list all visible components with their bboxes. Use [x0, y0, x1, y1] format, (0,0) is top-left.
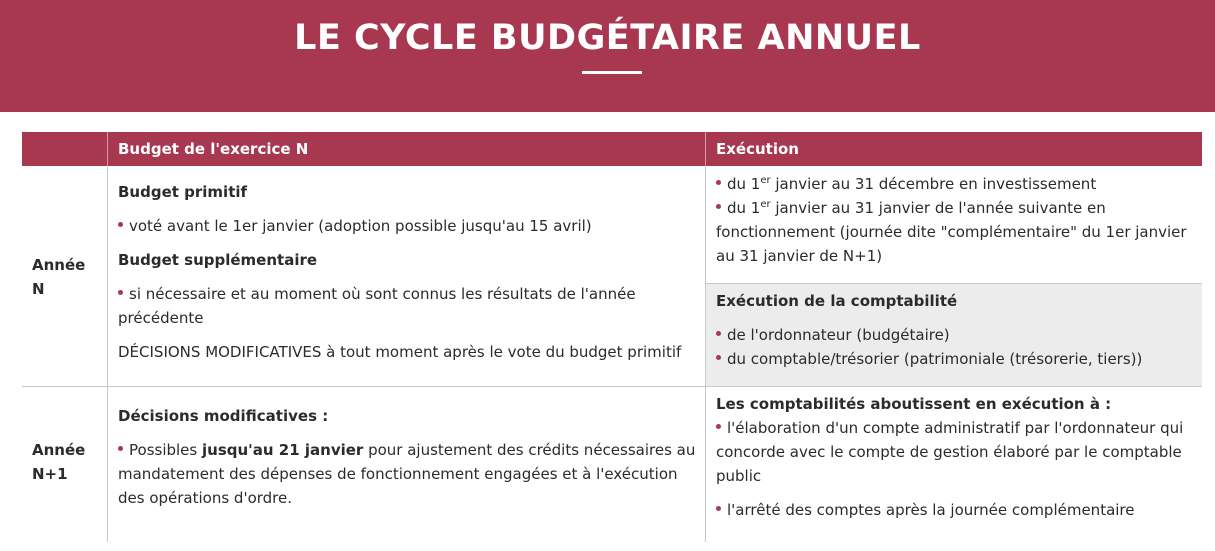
execution-item-investissement: du 1er janvier au 31 décembre en investissement	[716, 172, 1187, 196]
bullet-icon	[716, 355, 721, 360]
decisions-modificatives-title: Décisions modificatives :	[118, 407, 329, 425]
bullet-icon	[118, 446, 123, 451]
bullet-icon	[716, 506, 721, 511]
budget-supplementaire-title: Budget supplémentaire	[118, 251, 318, 269]
budget-supplementaire-item: si nécessaire et au moment où sont connus les résultats de l'année précédente	[118, 285, 636, 327]
year-n-label-line2: N	[32, 280, 45, 298]
year-n1-label	[32, 438, 85, 486]
decisions-modificatives-item: Possibles jusqu'au 21 janvier pour ajustement des crédits nécessaires au mandatement des dépenses de fonctionnement engagées et à l'exécution des opérations d'ordre.	[118, 441, 696, 507]
budget-primitif-item: voté avant le 1er janvier (adoption possible jusqu'au 15 avril)	[118, 214, 592, 238]
execution-comptabilite-items	[716, 323, 1142, 371]
budget-primitif-title: Budget primitif	[118, 183, 248, 201]
execution-periods: du 1er janvier au 31 décembre en investissement du 1er janvier au 31 janvier de l'année suivante en fonctionnement (journée dite "complémentaire" du 1er janvier au 31 janvier de N+1)	[716, 172, 1187, 268]
execution-item-fonctionnement: du 1er janvier au 31 janvier de l'année suivante en	[716, 196, 1187, 220]
title-underline	[582, 71, 642, 74]
budget-cycle-table	[22, 132, 1202, 542]
bullet-icon	[118, 222, 123, 227]
header-budget: Budget de l'exercice N	[107, 132, 705, 166]
header-year	[22, 132, 107, 166]
year-n1-label-line2: N+1	[32, 465, 68, 483]
compte-administratif-item: l'élaboration d'un compte administratif par l'ordonnateur qui concorde avec le compte de gestion élaboré par le comptable public	[716, 419, 1184, 485]
year-n-label-line1: Année	[32, 256, 86, 274]
bullet-icon	[716, 204, 721, 209]
list-item: du comptable/trésorier (patrimoniale (trésorerie, tiers))	[716, 347, 1142, 371]
row-divider	[22, 386, 1202, 387]
bullet-icon	[716, 331, 721, 336]
column-divider-1	[107, 166, 108, 542]
bullet-icon	[716, 180, 721, 185]
year-n-label	[32, 253, 85, 301]
year-n1-label-line1: Année	[32, 441, 86, 459]
comptabilites-aboutissent-title: Les comptabilités aboutissent en exécution à :	[716, 395, 1112, 413]
title-banner	[0, 0, 1215, 112]
table-header	[22, 132, 1202, 166]
decisions-modificatives-text: DÉCISIONS MODIFICATIVES à tout moment après le vote du budget primitif	[118, 343, 682, 361]
execution-divider	[706, 283, 1202, 284]
column-divider-2	[705, 166, 706, 542]
execution-comptabilite-title: Exécution de la comptabilité	[716, 292, 958, 310]
list-item: de l'ordonnateur (budgétaire)	[716, 323, 1142, 347]
bullet-icon	[716, 424, 721, 429]
page-title: LE CYCLE BUDGÉTAIRE ANNUEL	[294, 18, 921, 58]
bullet-icon	[118, 290, 123, 295]
header-execution: Exécution	[705, 132, 1202, 166]
arrete-comptes-item: l'arrêté des comptes après la journée complémentaire	[716, 498, 1135, 522]
